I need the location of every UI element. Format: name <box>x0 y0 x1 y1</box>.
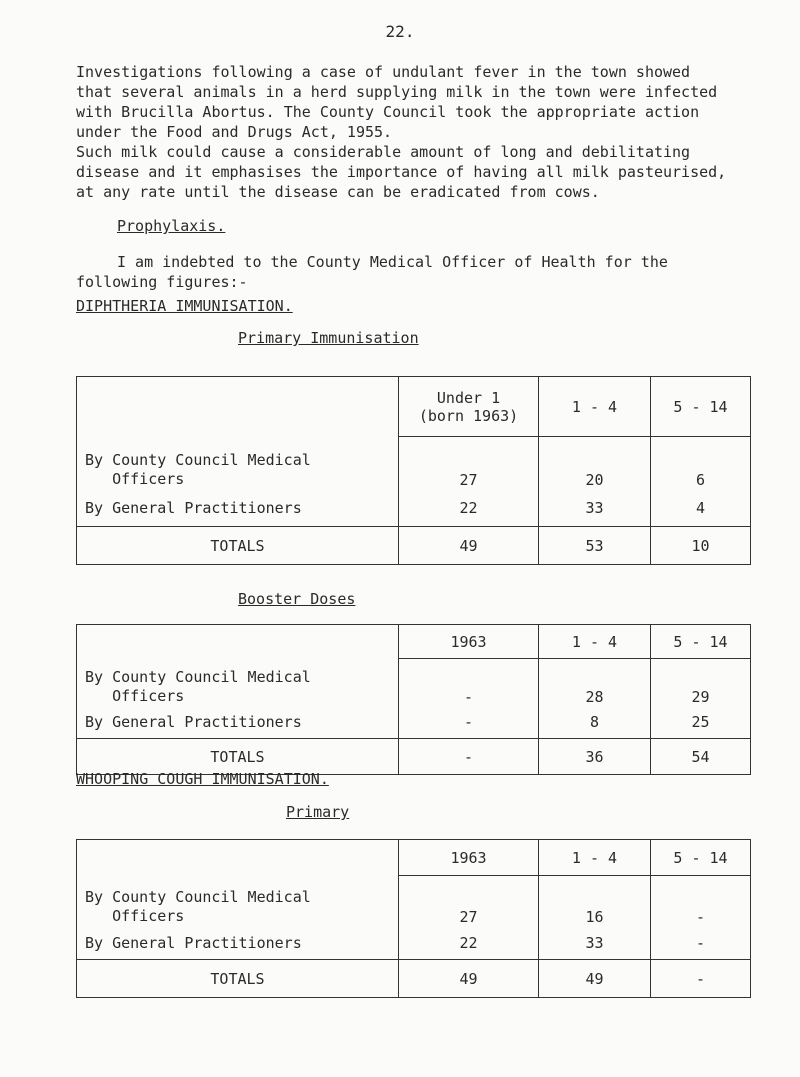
row-label: By County Council Medical Officers <box>85 450 311 488</box>
table-cell: - <box>651 930 751 960</box>
column-header: 1963 <box>399 625 539 659</box>
table-cell: 16 <box>539 876 651 930</box>
heading-diphtheria-immunisation: DIPHTHERIA IMMUNISATION. <box>76 297 293 315</box>
table-cell: 25 <box>651 709 751 739</box>
table-header-row <box>77 377 751 437</box>
table-cell: 22 <box>399 930 539 960</box>
table-cell: 28 <box>539 659 651 709</box>
page-number: 22. <box>385 22 415 41</box>
heading-whooping-cough-immunisation: WHOOPING COUGH IMMUNISATION. <box>76 770 329 788</box>
heading-primary-immunisation: Primary Immunisation <box>238 329 419 347</box>
column-header: 1 - 4 <box>539 625 651 659</box>
table-cell: - <box>399 709 539 739</box>
totals-row <box>77 960 751 998</box>
table-cell: - <box>651 876 751 930</box>
column-header: 5 - 14 <box>651 625 751 659</box>
table-cell: 33 <box>539 493 651 527</box>
table-cell: 8 <box>539 709 651 739</box>
column-header: 1 - 4 <box>539 377 651 437</box>
row-label: By County Council Medical Officers <box>85 887 311 925</box>
table-cell: 29 <box>651 659 751 709</box>
table-row <box>77 876 751 930</box>
table-cell: 22 <box>399 493 539 527</box>
table-cell: 54 <box>651 739 751 775</box>
table-row <box>77 493 751 527</box>
table-cell: - <box>399 739 539 775</box>
column-header: 5 - 14 <box>651 840 751 876</box>
table-cell: 36 <box>539 739 651 775</box>
paragraph-undulant-fever: Investigations following a case of undulant fever in the town showed that several animals in a herd supplying milk in the town were infected with Brucilla Abortus. The County Council took the appropriate action under the Food and Drugs Act, 1955. <box>76 63 718 141</box>
row-label: By General Practitioners <box>85 933 302 952</box>
heading-prophylaxis: Prophylaxis. <box>117 217 226 235</box>
row-label: By General Practitioners <box>85 712 302 731</box>
table-header-row <box>77 840 751 876</box>
table-cell: 49 <box>539 960 651 998</box>
totals-row <box>77 527 751 565</box>
table-cell: - <box>399 659 539 709</box>
table-header-row <box>77 625 751 659</box>
table-cell: 27 <box>399 876 539 930</box>
column-header: 1963 <box>399 840 539 876</box>
table-cell: 10 <box>651 527 751 565</box>
table-cell: - <box>651 960 751 998</box>
totals-label: TOTALS <box>77 739 399 775</box>
row-label: By County Council Medical Officers <box>85 667 311 705</box>
totals-label: TOTALS <box>77 527 399 565</box>
table-cell: 53 <box>539 527 651 565</box>
table-cell: 20 <box>539 437 651 493</box>
table-cell: 49 <box>399 527 539 565</box>
table-row <box>77 437 751 493</box>
column-header: 1 - 4 <box>539 840 651 876</box>
paragraph-milk-disease: Such milk could cause a considerable amount of long and debilitating disease and it emphasises the importance of having all milk pasteurised, at any rate until the disease can be eradicated from cows. <box>76 143 727 201</box>
table-cell: 6 <box>651 437 751 493</box>
totals-label: TOTALS <box>77 960 399 998</box>
table-cell: 33 <box>539 930 651 960</box>
table-cell: 49 <box>399 960 539 998</box>
row-label: By General Practitioners <box>85 498 302 517</box>
table-row <box>77 930 751 960</box>
heading-primary: Primary <box>286 803 350 821</box>
heading-booster-doses: Booster Doses <box>238 590 356 608</box>
table-row <box>77 709 751 739</box>
column-header: Under 1 (born 1963) <box>399 377 539 437</box>
table-whooping-cough-primary <box>76 839 751 998</box>
table-cell: 27 <box>399 437 539 493</box>
paragraph-figures-intro: I am indebted to the County Medical Officer of Health for the following figures:- <box>76 253 668 291</box>
table-row <box>77 659 751 709</box>
column-header: 5 - 14 <box>651 377 751 437</box>
table-diphtheria-primary <box>76 376 751 565</box>
table-cell: 4 <box>651 493 751 527</box>
table-diphtheria-booster <box>76 624 751 775</box>
